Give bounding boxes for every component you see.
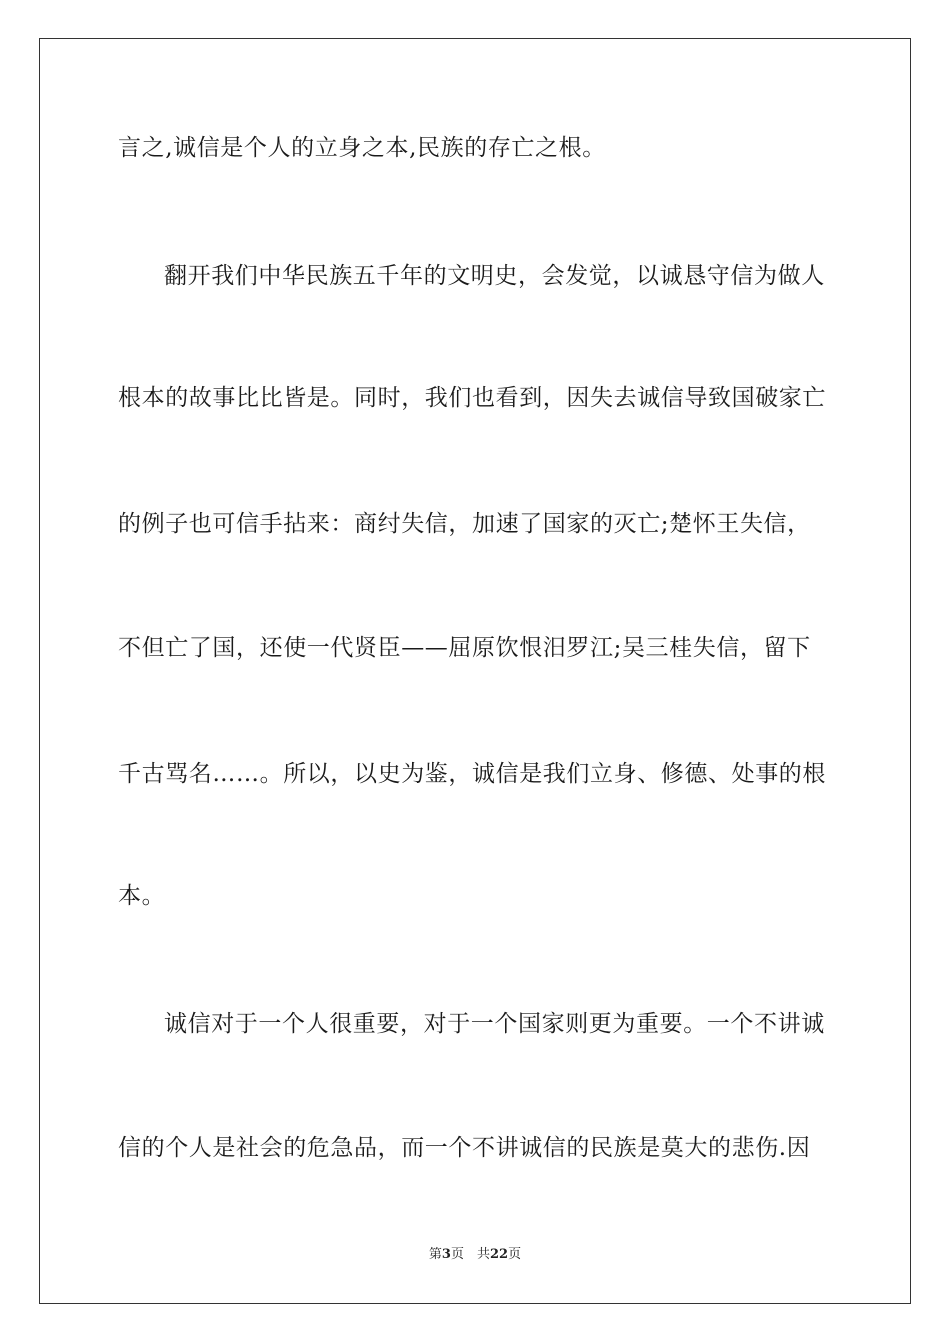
text-line-7: 本。	[118, 883, 166, 909]
text-line-4: 的例子也可信手拈来：商纣失信，加速了国家的灭亡;楚怀王失信，	[118, 511, 811, 537]
page-border	[39, 38, 911, 1304]
text-line-9: 信的个人是社会的危急品，而一个不讲诚信的民族是莫大的悲伤.因	[118, 1135, 811, 1161]
text-line-5: 不但亡了国，还使一代贤臣——屈原饮恨汨罗江;吴三桂失信，留下	[118, 635, 811, 661]
footer-suffix: 页	[508, 1247, 522, 1262]
paragraph-start-line-8: 诚信对于一个人很重要，对于一个国家则更为重要。一个不讲诚	[164, 1011, 825, 1037]
footer-page-number: 3	[441, 1247, 451, 1262]
footer-prefix: 第	[428, 1247, 442, 1262]
text-line-6: 千古骂名……。所以，以史为鉴，诚信是我们立身、修德、处事的根	[118, 761, 826, 787]
paragraph-start-line-2: 翻开我们中华民族五千年的文明史，会发觉，以诚恳守信为做人	[164, 263, 825, 289]
text-line-1: 言之,诚信是个人的立身之本,民族的存亡之根。	[118, 135, 606, 161]
footer-middle: 页 共	[450, 1247, 490, 1262]
footer-total-pages: 22	[489, 1247, 509, 1262]
page-footer	[0, 1247, 950, 1263]
text-line-3: 根本的故事比比皆是。同时，我们也看到，因失去诚信导致国破家亡	[118, 385, 826, 411]
